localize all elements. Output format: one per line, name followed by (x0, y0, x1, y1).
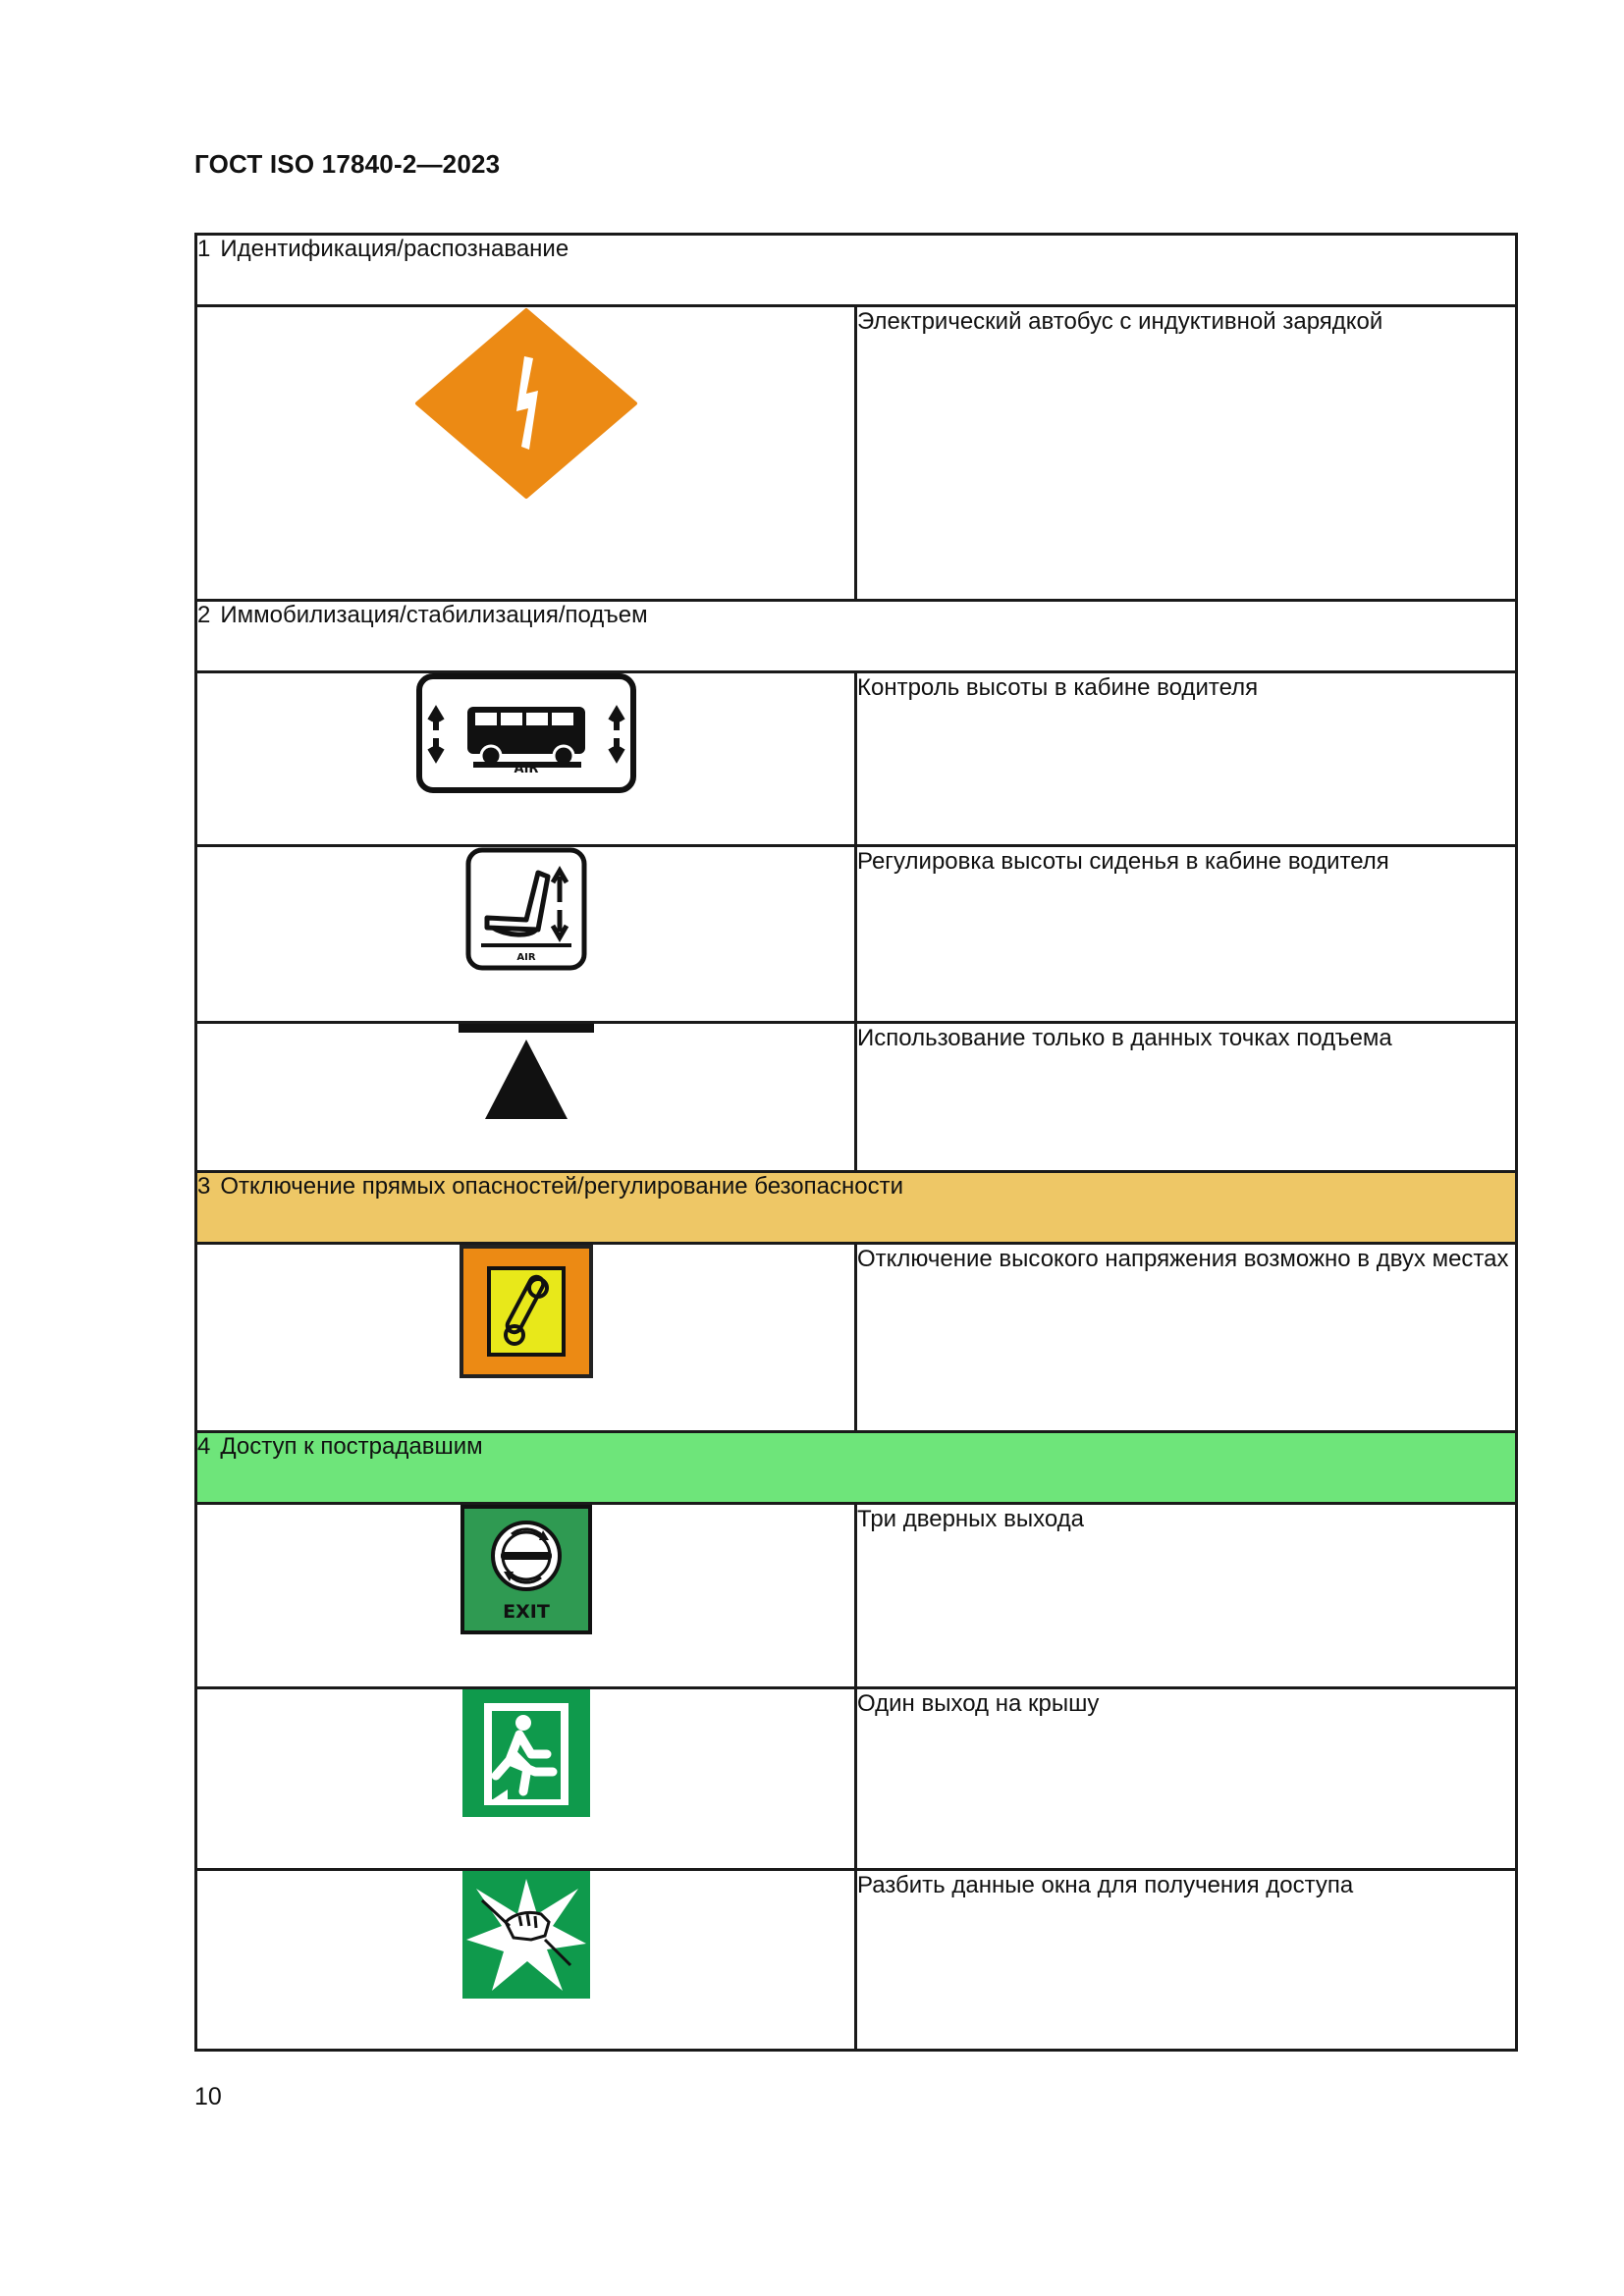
table-row (196, 1023, 1517, 1172)
description-cell: Регулировка высоты сиденья в кабине водителя (856, 846, 1517, 1023)
section-title: Доступ к пострадавшим (220, 1433, 483, 1460)
description-cell: Три дверных выхода (856, 1504, 1517, 1688)
page-number: 10 (194, 2083, 222, 2110)
lifting-point-icon (459, 1024, 594, 1122)
table-row (196, 1244, 1517, 1432)
section-3-header (196, 1172, 1517, 1244)
break-window-icon (462, 1871, 590, 1999)
symbols-table (194, 233, 1518, 2052)
icon-cell (196, 1244, 856, 1432)
description-cell: Использование только в данных точках подъема (856, 1023, 1517, 1172)
icon-cell (196, 846, 856, 1023)
document-code: ГОСТ ISO 17840-2—2023 (194, 149, 501, 179)
section-header-row (196, 1432, 1517, 1504)
table-row (196, 1504, 1517, 1688)
section-number: 3 (197, 1173, 211, 1200)
section-number: 2 (197, 602, 211, 628)
icon-cell (196, 1023, 856, 1172)
section-header-row (196, 601, 1517, 672)
description-cell: Электрический автобус с индуктивной зарядкой (856, 306, 1517, 601)
icon-cell (196, 306, 856, 601)
table-row (196, 846, 1517, 1023)
icon-caption: EXIT (502, 1601, 550, 1623)
section-title: Отключение прямых опасностей/регулирование безопасности (220, 1173, 903, 1200)
icon-cell (196, 1870, 856, 2051)
high-voltage-diamond-icon (413, 307, 639, 500)
table-row (196, 1870, 1517, 2051)
table-row (196, 306, 1517, 601)
icon-cell (196, 1688, 856, 1870)
section-header-row (196, 235, 1517, 306)
icon-caption: AIR (515, 952, 536, 963)
icon-cell (196, 1504, 856, 1688)
bus-air-suspension-icon (416, 673, 636, 793)
emergency-exit-running-man-icon (462, 1689, 590, 1817)
section-title: Иммобилизация/стабилизация/подъем (220, 602, 648, 628)
seat-air-height-icon (465, 847, 587, 971)
section-number: 4 (197, 1433, 211, 1460)
icon-cell (196, 672, 856, 846)
high-voltage-disconnect-icon (460, 1245, 593, 1378)
section-4-header (196, 1432, 1517, 1504)
table-row (196, 1688, 1517, 1870)
table-row (196, 672, 1517, 846)
description-cell: Разбить данные окна для получения доступа (856, 1870, 1517, 2051)
description-cell: Один выход на крышу (856, 1688, 1517, 1870)
icon-caption: AIR (514, 762, 538, 776)
door-exit-icon (460, 1505, 592, 1634)
section-header-row (196, 1172, 1517, 1244)
section-2-header (196, 601, 1517, 672)
description-cell: Контроль высоты в кабине водителя (856, 672, 1517, 846)
section-1-header (196, 235, 1517, 306)
description-cell: Отключение высокого напряжения возможно в двух местах (856, 1244, 1517, 1432)
section-number: 1 (197, 236, 211, 262)
section-title: Идентификация/распознавание (220, 236, 569, 262)
